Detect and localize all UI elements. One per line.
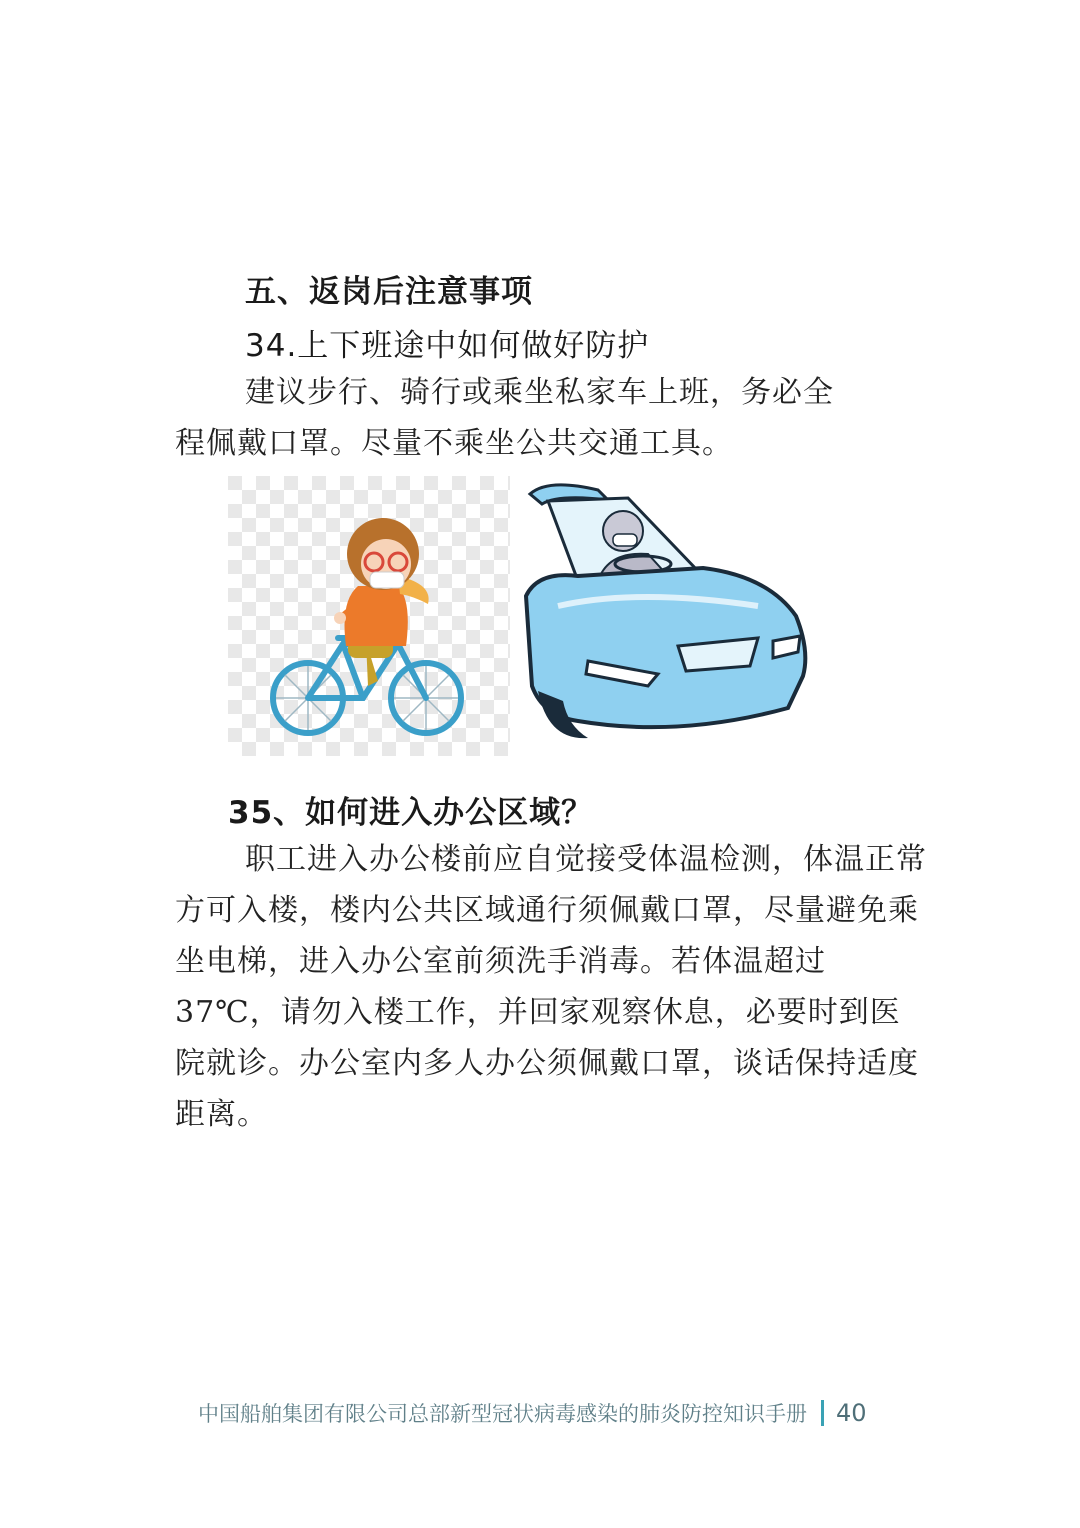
cyclist-illustration — [228, 476, 510, 756]
section-title: 五、返岗后注意事项 — [245, 274, 533, 310]
car-driver-illustration — [518, 476, 818, 756]
page-footer — [198, 1398, 1080, 1428]
question-35-title: 35、如何进入办公区域？ — [228, 795, 594, 831]
footer-divider — [821, 1400, 824, 1426]
question-35-body: 职工进入办公楼前应自觉接受体温检测，体温正常方可入楼，楼内公共区域通行须佩戴口罩，尽量避免乘坐电梯，进入办公室前须洗手消毒。若体温超过37℃，请勿入楼工作，并回家观察休息，必要时到医院就诊。办公室内多人办公须佩戴口罩，谈话保持适度距离。 — [175, 842, 927, 1132]
footer-book-title: 中国船舶集团有限公司总部新型冠状病毒感染的肺炎防控知识手册 — [198, 1402, 807, 1426]
question-34-body: 建议步行、骑行或乘坐私家车上班，务必全程佩戴口罩。尽量不乘坐公共交通工具。 — [175, 375, 834, 461]
page-number: 40 — [836, 1399, 867, 1427]
question-34-title: 34.上下班途中如何做好防护 — [245, 328, 650, 364]
